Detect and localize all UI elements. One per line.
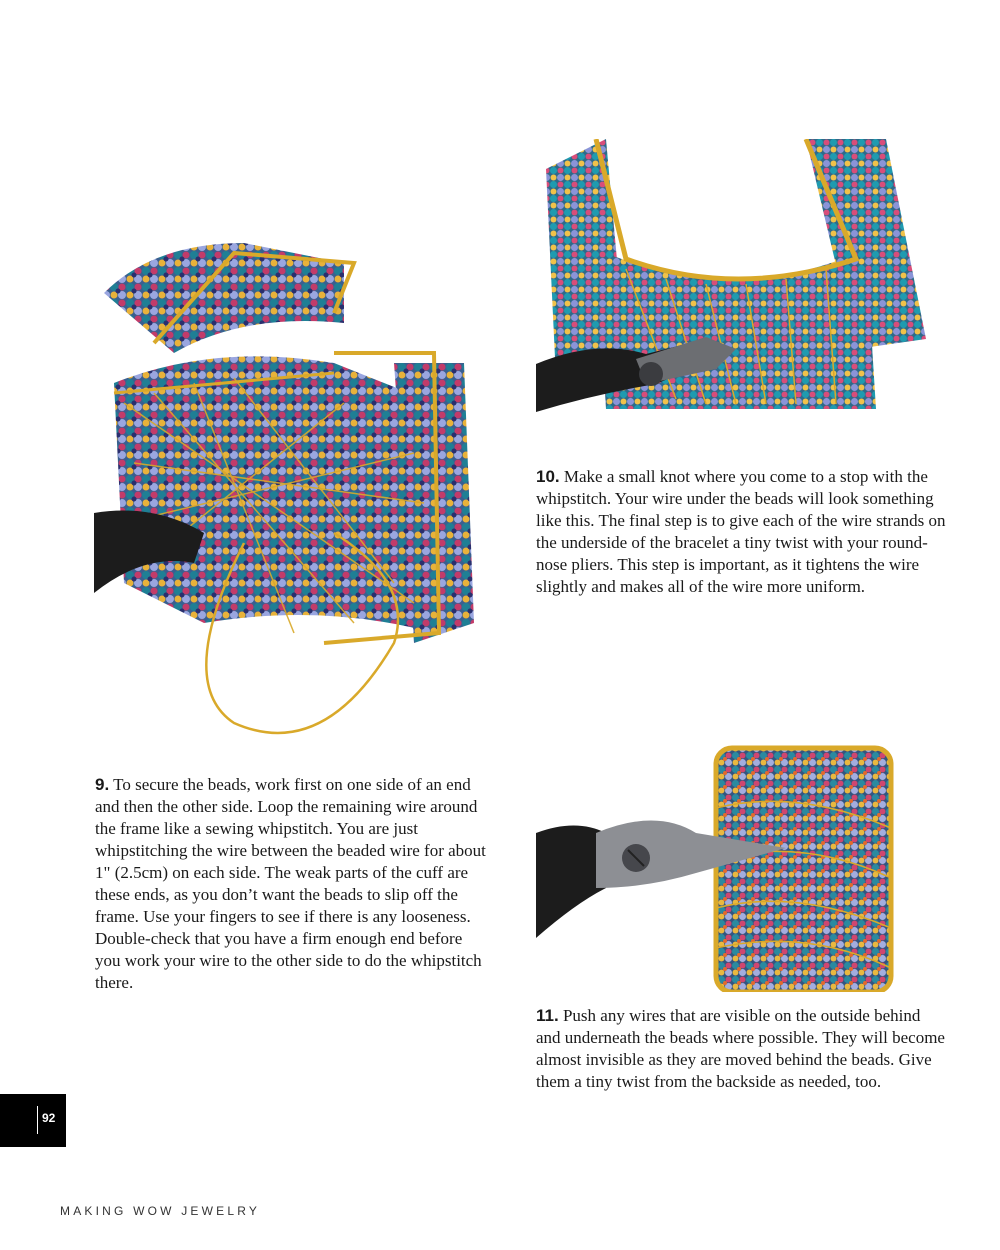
pliers-twisting-wire-image [536,139,934,412]
cuff-outer-side-pliers-image [536,738,934,992]
step-number: 11. [536,1006,559,1025]
page-number-divider [37,1106,38,1134]
page-number-tab [0,1094,66,1147]
book-title-footer: MAKING WOW JEWELRY [60,1204,261,1218]
step-10-instruction [536,466,946,598]
step-9-instruction [95,774,490,994]
step-text: To secure the beads, work first on one side of an end and then the other side. Loop the remaining wire around the frame like a sewing whipstitch. You are just whipstitching the wire between the beaded wire for about 1" (2.5cm) on each side. The weak parts of the cuff are these ends, as you don’t want the beads to slip off the frame. Use your fingers to see if there is any looseness. Double-check that you have a firm enough end before you work your wire to the other side to do the whipstitch there. [95,775,486,992]
beaded-cuff-whipstitch-image [94,203,488,741]
step-text: Make a small knot where you come to a stop with the whipstitch. Your wire under the beads will look something like this. The final step is to give each of the wire strands on the underside of the bracelet a tiny twist with your round-nose pliers. This step is important, as it tightens the wire slightly and makes all of the wire more uniform. [536,467,946,596]
step-11-instruction [536,1005,946,1093]
step-11-photo [536,738,934,992]
step-9-photo [94,203,488,741]
step-number: 9. [95,775,110,794]
step-number: 10. [536,467,560,486]
step-10-photo [536,139,934,412]
page-number: 92 [42,1111,56,1125]
step-text: Push any wires that are visible on the outside behind and underneath the beads where possible. They will become almost invisible as they are moved behind the beads. Give them a tiny twist from the backside as needed, too. [536,1006,945,1091]
